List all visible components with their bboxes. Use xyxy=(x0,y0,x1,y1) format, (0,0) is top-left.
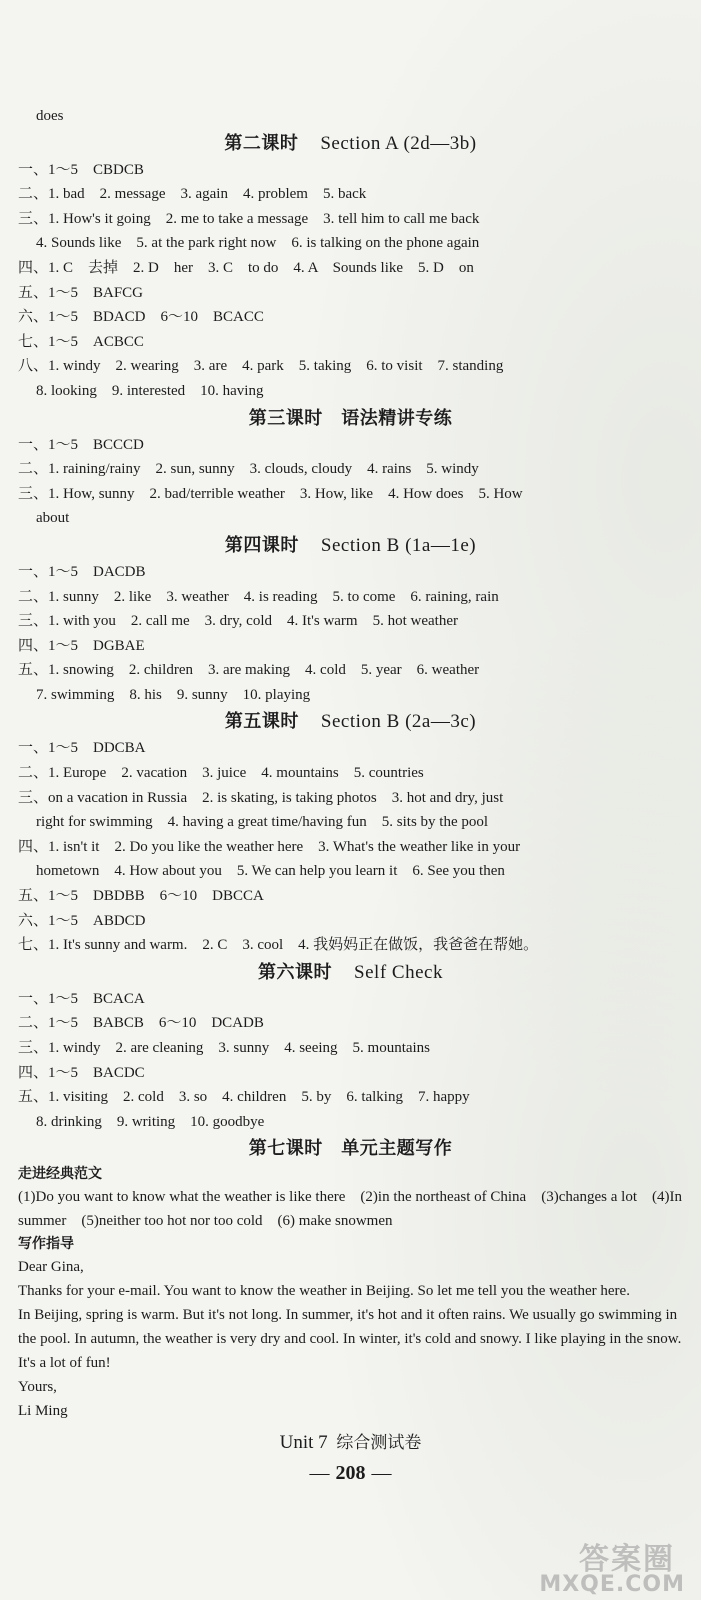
answer-line: 六、1～5 ABDCD xyxy=(18,912,146,929)
unit-test-title xyxy=(18,1429,683,1457)
answer-line: 一、1～5 DACDB xyxy=(18,563,146,580)
page-number-value: 208 xyxy=(335,1462,366,1485)
answer-line: 二、1. bad 2. message 3. again 4. problem 5. back xyxy=(18,186,367,203)
letter-closing: Yours, xyxy=(18,1379,57,1396)
model-essay-heading: 走进经典范文 xyxy=(18,1166,102,1183)
answer-line: about xyxy=(36,510,70,527)
section-heading-cn: 第三课时 语法精讲专练 xyxy=(248,407,453,429)
answer-line: 五、1. snowing 2. children 3. are making 4. cold 5. year 6. weather xyxy=(18,662,480,679)
answer-line: 四、1～5 DGBAE xyxy=(18,637,145,654)
answer-line: 四、1～5 BACDC xyxy=(18,1064,145,1081)
unit-title-en: Unit 7 xyxy=(279,1432,328,1454)
section-heading xyxy=(18,130,683,157)
section-heading xyxy=(18,708,683,735)
answer-line: 二、1. raining/rainy 2. sun, sunny 3. clouds, cloudy 4. rains 5. windy xyxy=(18,461,479,478)
answer-line: 三、1. How, sunny 2. bad/terrible weather 3. How, like 4. How does 5. How xyxy=(18,485,523,502)
unit-title-cn: 综合测试卷 xyxy=(336,1433,422,1454)
letter-paragraph: In Beijing, spring is warm. But it's not long. In summer, it's hot and it often rains. We usually go swimming in the pool. In autumn, the weather is very dry and cool. In winter, it's cold and snowy. I like playing in the snow. It's a lot of fun! xyxy=(18,1307,682,1372)
page-number: — 208 — xyxy=(309,1462,392,1485)
letter-paragraph: Thanks for your e-mail. You want to know the weather in Beijing. So let me tell you the weather here. xyxy=(18,1283,630,1300)
letter-signature: Li Ming xyxy=(18,1403,68,1420)
section-heading-en: Section B (2a—3c) xyxy=(320,711,477,733)
answer-line: 4. Sounds like 5. at the park right now 6. is talking on the phone again xyxy=(36,235,480,252)
section-heading-en: Self Check xyxy=(354,961,443,983)
answer-line: right for swimming 4. having a great time/having fun 5. sits by the pool xyxy=(36,814,489,831)
answer-line: 二、1. sunny 2. like 3. weather 4. is reading 5. to come 6. raining, rain xyxy=(18,588,499,605)
answer-line: 三、1. with you 2. call me 3. dry, cold 4. It's warm 5. hot weather xyxy=(18,613,458,630)
answer-line: 七、1. It's sunny and warm. 2. C 3. cool 4. 我妈妈正在做饭，我爸爸在帮她。 xyxy=(18,937,539,954)
answer-line: 七、1～5 ACBCC xyxy=(18,333,144,350)
answer-line: 六、1～5 BDACD 6～10 BCACC xyxy=(18,309,264,326)
model-essay-answers: (1)Do you want to know what the weather is like there (2)in the northeast of China (3)changes a lot (4)In summer (5)neither too hot nor too cold (6) make snowmen xyxy=(18,1189,682,1230)
section-heading-en: Section A (2d—3b) xyxy=(320,132,477,154)
answer-line: 四、1. isn't it 2. Do you like the weather here 3. What's the weather like in your xyxy=(18,838,521,855)
section-heading-cn: 第二课时 xyxy=(224,132,299,154)
section-heading xyxy=(18,405,683,432)
answer-line: 二、1. Europe 2. vacation 3. juice 4. mountains 5. countries xyxy=(18,765,424,782)
answer-content xyxy=(18,104,683,1486)
watermark-cn: 答案圈 xyxy=(579,1542,675,1577)
answer-line: 8. looking 9. interested 10. having xyxy=(36,382,264,399)
letter-greeting: Dear Gina, xyxy=(18,1259,84,1276)
answer-line: does xyxy=(36,108,64,124)
section-heading xyxy=(18,1135,683,1162)
section-heading-en: Section B (1a—1e) xyxy=(320,534,477,556)
section-heading-cn: 第七课时 单元主题写作 xyxy=(248,1138,453,1160)
answer-line: 五、1～5 DBDBB 6～10 DBCCA xyxy=(18,888,264,905)
section-heading-cn: 第六课时 xyxy=(258,961,333,983)
watermark-en: MXQE.COM xyxy=(539,1572,685,1597)
answer-line: 八、1. windy 2. wearing 3. are 4. park 5. taking 6. to visit 7. standing xyxy=(18,358,504,375)
answer-line: 三、1. How's it going 2. me to take a message 3. tell him to call me back xyxy=(18,210,480,227)
answer-line: 一、1～5 BCCCD xyxy=(18,436,144,453)
answer-line: hometown 4. How about you 5. We can help you learn it 6. See you then xyxy=(36,863,505,880)
writing-guide-heading: 写作指导 xyxy=(18,1236,74,1253)
answer-line: 五、1～5 BAFCG xyxy=(18,284,144,301)
watermark-logo xyxy=(505,1534,695,1598)
section-heading xyxy=(18,532,683,559)
answer-line: 7. swimming 8. his 9. sunny 10. playing xyxy=(36,686,311,703)
answer-line: 8. drinking 9. writing 10. goodbye xyxy=(36,1113,265,1130)
answer-line: 一、1～5 BCACA xyxy=(18,990,145,1007)
answer-line: 四、1. C 去掉 2. D her 3. C to do 4. A Sounds like 5. D on xyxy=(18,259,474,276)
answer-line: 一、1～5 DDCBA xyxy=(18,740,146,757)
section-heading xyxy=(18,959,683,986)
answer-line: 二、1～5 BABCB 6～10 DCADB xyxy=(18,1015,264,1032)
answer-line: 一、1～5 CBDCB xyxy=(18,161,144,178)
section-heading-cn: 第四课时 xyxy=(224,534,299,556)
answer-line: 五、1. visiting 2. cold 3. so 4. children 5. by 6. talking 7. happy xyxy=(18,1089,470,1106)
section-heading-cn: 第五课时 xyxy=(224,711,299,733)
answer-line: 三、on a vacation in Russia 2. is skating, is taking photos 3. hot and dry, just xyxy=(18,789,504,806)
answer-line: 三、1. windy 2. are cleaning 3. sunny 4. seeing 5. mountains xyxy=(18,1040,431,1056)
